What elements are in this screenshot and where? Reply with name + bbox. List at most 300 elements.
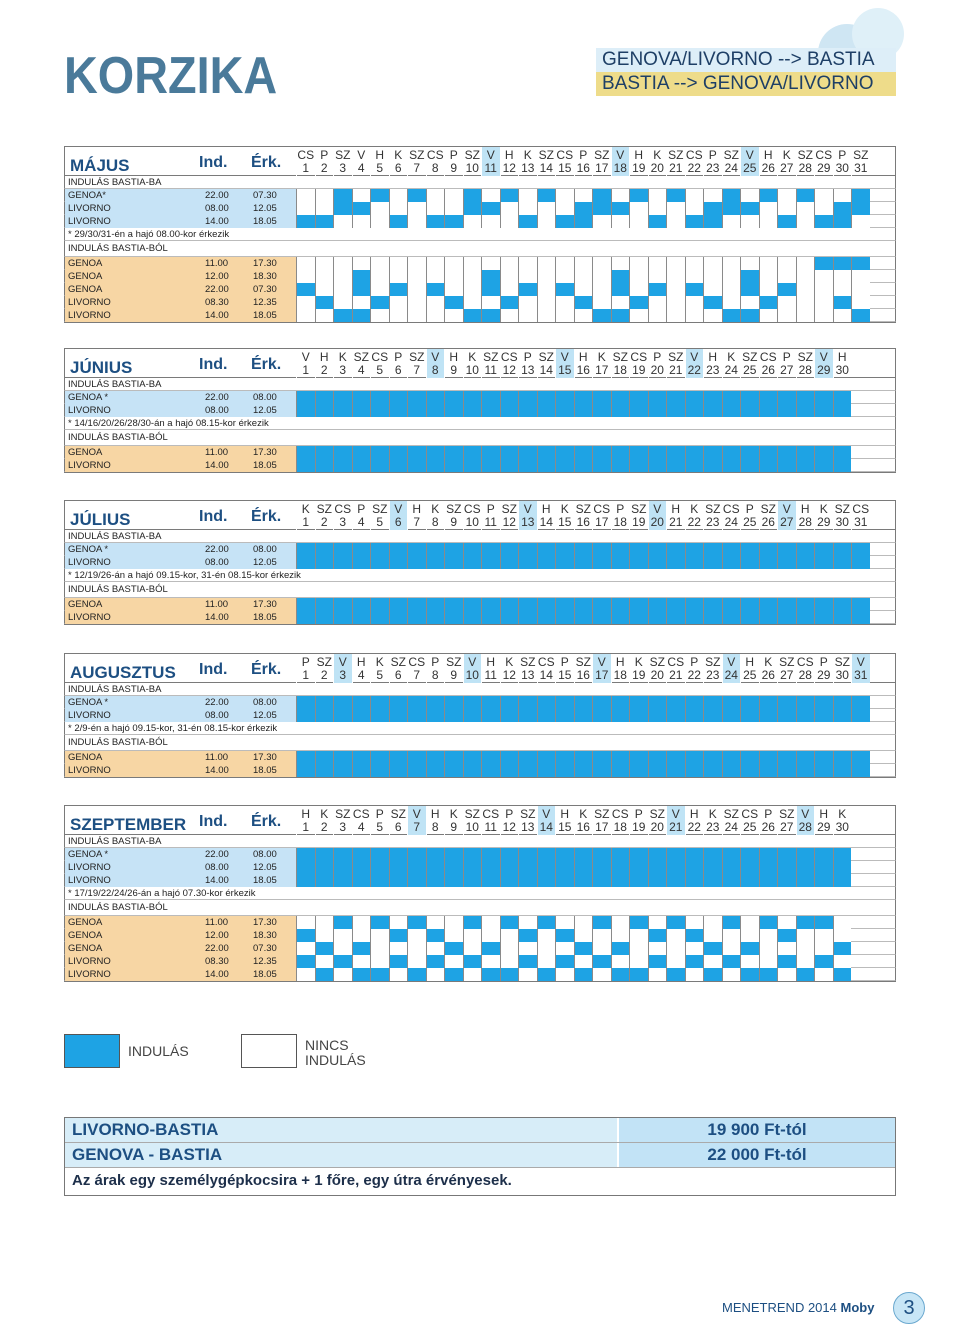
- departure-cell: [333, 916, 352, 929]
- no-departure-cell: [814, 189, 833, 202]
- departure-cell: [370, 459, 389, 472]
- day-letter: CS: [537, 655, 555, 669]
- no-departure-cell: [444, 270, 463, 283]
- day-number: 10: [465, 515, 479, 529]
- day-letter: V: [745, 148, 754, 162]
- departure-cell: [481, 696, 500, 709]
- month-section: [64, 653, 896, 778]
- departure-cell: [555, 751, 574, 764]
- day-number: 23: [706, 363, 720, 377]
- departure-cell: [629, 874, 648, 887]
- no-departure-cell: [352, 296, 371, 309]
- month-name: MÁJUS: [70, 156, 130, 175]
- day-header: [796, 806, 815, 836]
- day-letter: SZ: [538, 350, 554, 364]
- day-letter: P: [357, 502, 366, 516]
- day-letter: CS: [685, 148, 703, 162]
- day-letter: SZ: [409, 148, 425, 162]
- day-header: [463, 147, 482, 177]
- day-letter: CS: [796, 655, 814, 669]
- day-letter: SZ: [501, 502, 517, 516]
- departure-cell: [574, 598, 593, 611]
- day-header: [666, 147, 685, 177]
- departure-cell: [759, 848, 778, 861]
- schedule-row: [64, 696, 896, 709]
- day-letter: SZ: [797, 148, 813, 162]
- day-number: 27: [780, 161, 794, 175]
- departure-cell: [333, 874, 352, 887]
- day-letter: V: [671, 807, 680, 821]
- day-header: [296, 654, 315, 684]
- departure-column-label: Ind.: [199, 154, 228, 171]
- departure-cell: [666, 598, 685, 611]
- departure-cell: [389, 764, 408, 777]
- day-letter: SZ: [797, 350, 813, 364]
- day-number: 9: [450, 161, 458, 175]
- departure-cell: [500, 404, 519, 417]
- departure-cell: [666, 611, 685, 624]
- day-number: 20: [650, 363, 664, 377]
- no-departure-cell: [685, 942, 704, 955]
- no-departure-cell: [722, 283, 741, 296]
- day-letter: P: [560, 655, 569, 669]
- no-departure-cell: [296, 270, 315, 283]
- day-letter: CS: [593, 502, 611, 516]
- departure-cell: [352, 764, 371, 777]
- departure-cell: [611, 598, 630, 611]
- no-departure-cell: [407, 270, 426, 283]
- footer-text: MENETREND 2014: [722, 1300, 837, 1315]
- schedule-row: [64, 598, 896, 611]
- departure-cell: [814, 598, 833, 611]
- schedule-row: [64, 296, 896, 309]
- departure-cell: [463, 404, 482, 417]
- no-departure-cell: [629, 283, 648, 296]
- no-departure-cell: [333, 270, 352, 283]
- no-departure-cell: [352, 215, 371, 228]
- row-arrival-time: 18.05: [253, 310, 277, 321]
- departure-cell: [426, 848, 445, 861]
- departure-cell: [629, 446, 648, 459]
- row-departure-time: 11.00: [205, 917, 229, 928]
- day-number: 1: [302, 363, 310, 377]
- departure-cell: [833, 696, 852, 709]
- day-letter: P: [394, 350, 403, 364]
- no-departure-cell: [555, 270, 574, 283]
- departure-cell: [629, 404, 648, 417]
- row-destination: GENOA: [68, 447, 103, 458]
- departure-cell: [555, 543, 574, 556]
- day-letter: H: [578, 350, 588, 364]
- schedule-row: [64, 874, 896, 887]
- day-letter: SZ: [464, 148, 480, 162]
- day-letter: K: [449, 807, 458, 821]
- day-number: 15: [558, 668, 572, 682]
- day-letter: V: [616, 148, 625, 162]
- departure-cell: [833, 459, 852, 472]
- departure-cell: [481, 543, 500, 556]
- departure-cell: [666, 556, 685, 569]
- no-departure-cell: [389, 202, 408, 215]
- departure-cell: [833, 446, 852, 459]
- day-letter: CS: [482, 807, 500, 821]
- departure-cell: [722, 696, 741, 709]
- day-header: [333, 147, 352, 177]
- departure-cell: [315, 459, 334, 472]
- departure-cell: [722, 709, 741, 722]
- day-letter: CS: [759, 350, 777, 364]
- departure-cell: [500, 916, 519, 929]
- departure-cell: [389, 283, 408, 296]
- row-info: [65, 942, 296, 955]
- no-departure-cell: [740, 955, 759, 968]
- departure-cell: [851, 696, 870, 709]
- departure-cell: [518, 709, 537, 722]
- departure-cell: [296, 929, 315, 942]
- departure-cell: [352, 861, 371, 874]
- no-departure-cell: [426, 257, 445, 270]
- no-departure-cell: [407, 955, 426, 968]
- no-departure-cell: [518, 968, 537, 981]
- departure-cell: [500, 709, 519, 722]
- departure-cell: [722, 598, 741, 611]
- day-letter: P: [764, 807, 773, 821]
- day-header: [407, 806, 426, 836]
- departure-cell: [833, 202, 852, 215]
- legend-label-no: NINCS: [305, 1037, 349, 1053]
- no-departure-cell: [648, 202, 667, 215]
- day-number: 11: [484, 363, 497, 377]
- day-number: 1: [302, 820, 310, 834]
- departure-cell: [759, 404, 778, 417]
- departure-cell: [740, 709, 759, 722]
- day-number: 8: [431, 161, 439, 175]
- departure-cell: [722, 556, 741, 569]
- departure-cell: [777, 874, 796, 887]
- schedule-row: [64, 257, 896, 270]
- day-number: 31: [854, 515, 868, 529]
- no-departure-cell: [814, 283, 833, 296]
- day-header: [537, 654, 556, 684]
- departure-cell: [722, 202, 741, 215]
- no-departure-cell: [740, 929, 759, 942]
- legend-label-departure-2: INDULÁS: [305, 1052, 366, 1068]
- price-value: 22 000 Ft-tól: [619, 1143, 895, 1167]
- day-header: [296, 147, 315, 177]
- day-header: [611, 501, 630, 531]
- day-letter: P: [819, 655, 828, 669]
- departure-cell: [629, 611, 648, 624]
- no-departure-cell: [611, 189, 630, 202]
- day-letter: H: [449, 350, 459, 364]
- day-header: [426, 349, 445, 379]
- price-row: [65, 1143, 895, 1168]
- no-departure-cell: [574, 189, 593, 202]
- departure-cell: [611, 270, 630, 283]
- departure-cell: [722, 446, 741, 459]
- day-letter: SZ: [353, 350, 369, 364]
- departure-cell: [555, 764, 574, 777]
- departure-cell: [574, 874, 593, 887]
- row-destination: LIVORNO: [68, 557, 111, 568]
- no-departure-cell: [444, 955, 463, 968]
- departure-cell: [814, 874, 833, 887]
- schedule-row: [64, 611, 896, 624]
- day-number: 27: [780, 820, 794, 834]
- departure-cell: [648, 929, 667, 942]
- row-arrival-time: 12.05: [253, 557, 277, 568]
- no-departure-cell: [703, 916, 722, 929]
- row-destination: LIVORNO: [68, 765, 111, 776]
- no-departure-cell: [796, 929, 815, 942]
- departure-cell: [296, 611, 315, 624]
- departure-cell: [851, 709, 870, 722]
- departure-cell: [444, 598, 463, 611]
- day-letter: CS: [352, 807, 370, 821]
- departure-cell: [666, 968, 685, 981]
- day-header: [648, 806, 667, 836]
- day-letter: P: [505, 807, 514, 821]
- no-departure-cell: [703, 955, 722, 968]
- departure-cell: [703, 696, 722, 709]
- day-letter: SZ: [316, 655, 332, 669]
- no-departure-cell: [740, 296, 759, 309]
- departure-cell: [463, 955, 482, 968]
- no-departure-cell: [352, 916, 371, 929]
- day-header: [389, 501, 408, 531]
- departure-cell: [481, 611, 500, 624]
- no-departure-cell: [296, 916, 315, 929]
- no-departure-cell: [537, 283, 556, 296]
- departure-cell: [722, 751, 741, 764]
- no-departure-cell: [537, 215, 556, 228]
- row-departure-time: 22.00: [205, 392, 229, 403]
- month-section: [64, 805, 896, 982]
- day-letter: H: [412, 502, 422, 516]
- no-departure-cell: [407, 929, 426, 942]
- departure-cell: [333, 696, 352, 709]
- no-departure-cell: [685, 309, 704, 322]
- row-info: [65, 861, 296, 874]
- departure-cell: [500, 848, 519, 861]
- no-departure-cell: [315, 270, 334, 283]
- departure-cell: [629, 391, 648, 404]
- no-departure-cell: [518, 309, 537, 322]
- departure-cell: [666, 459, 685, 472]
- arrival-column-label: Érk.: [251, 661, 282, 678]
- no-departure-cell: [537, 929, 556, 942]
- departure-cell: [740, 543, 759, 556]
- departure-cell: [296, 391, 315, 404]
- arrival-note: * 29/30/31-én a hajó 08.00-kor érkezik: [64, 228, 896, 241]
- no-departure-cell: [315, 202, 334, 215]
- day-number: 28: [798, 820, 812, 834]
- no-departure-cell: [574, 257, 593, 270]
- day-number: 14: [539, 363, 553, 377]
- day-letter: SZ: [335, 807, 351, 821]
- departure-cell: [759, 696, 778, 709]
- departure-cell: [796, 391, 815, 404]
- row-arrival-time: 17.30: [253, 917, 277, 928]
- day-header: [296, 349, 315, 379]
- departure-cell: [574, 202, 593, 215]
- no-departure-cell: [426, 202, 445, 215]
- departure-cell: [703, 543, 722, 556]
- no-departure-cell: [777, 189, 796, 202]
- departure-cell: [518, 215, 537, 228]
- departure-cell: [648, 751, 667, 764]
- departure-cell: [592, 874, 611, 887]
- departure-cell: [666, 696, 685, 709]
- day-header: [296, 501, 315, 531]
- departure-cell: [759, 543, 778, 556]
- day-letter: SZ: [705, 502, 721, 516]
- departure-cell: [611, 751, 630, 764]
- no-departure-cell: [703, 270, 722, 283]
- no-departure-cell: [537, 296, 556, 309]
- day-number: 15: [558, 363, 572, 377]
- row-destination: LIVORNO: [68, 203, 111, 214]
- departure-cell: [315, 611, 334, 624]
- day-number: 18: [613, 668, 627, 682]
- no-departure-cell: [444, 283, 463, 296]
- day-header: [685, 349, 704, 379]
- departure-cell: [611, 874, 630, 887]
- day-letter: K: [764, 655, 773, 669]
- departure-cell: [518, 598, 537, 611]
- departure-cell: [296, 556, 315, 569]
- day-letter: H: [745, 655, 755, 669]
- row-info: [65, 309, 296, 322]
- no-departure-cell: [555, 942, 574, 955]
- no-departure-cell: [315, 929, 334, 942]
- day-letter: K: [431, 502, 440, 516]
- departure-cell: [426, 696, 445, 709]
- row-destination: LIVORNO: [68, 875, 111, 886]
- day-number: 25: [743, 820, 757, 834]
- day-number: 8: [431, 820, 439, 834]
- day-number: 21: [669, 515, 683, 529]
- departure-cell: [407, 916, 426, 929]
- day-header: [648, 501, 667, 531]
- schedule-row: [64, 861, 896, 874]
- no-departure-cell: [481, 955, 500, 968]
- row-arrival-time: 17.30: [253, 258, 277, 269]
- row-destination: GENOA: [68, 943, 103, 954]
- schedule-row: [64, 709, 896, 722]
- departure-cell: [370, 874, 389, 887]
- day-header: [685, 806, 704, 836]
- no-departure-cell: [629, 270, 648, 283]
- day-letter: SZ: [538, 148, 554, 162]
- no-departure-cell: [407, 202, 426, 215]
- day-letter: H: [800, 502, 810, 516]
- day-number: 27: [780, 363, 794, 377]
- no-departure-cell: [703, 929, 722, 942]
- day-header: [759, 654, 778, 684]
- departure-cell: [296, 848, 315, 861]
- schedule-row: [64, 543, 896, 556]
- day-letter: SZ: [649, 807, 665, 821]
- month-name: JÚLIUS: [70, 510, 131, 529]
- departure-cell: [333, 709, 352, 722]
- departure-cell: [370, 296, 389, 309]
- departure-cell: [777, 764, 796, 777]
- departure-cell: [333, 861, 352, 874]
- departure-cell: [555, 874, 574, 887]
- departure-cell: [426, 459, 445, 472]
- row-destination: GENOA: [68, 752, 103, 763]
- day-letter: SZ: [668, 148, 684, 162]
- day-header: [537, 349, 556, 379]
- day-letter: V: [690, 350, 699, 364]
- day-header: [777, 654, 796, 684]
- day-letter: SZ: [723, 148, 739, 162]
- departure-cell: [685, 404, 704, 417]
- departure-cell: [740, 598, 759, 611]
- departure-cell: [555, 446, 574, 459]
- departure-cell: [370, 391, 389, 404]
- departure-cell: [777, 696, 796, 709]
- departure-cell: [759, 391, 778, 404]
- no-departure-cell: [481, 257, 500, 270]
- day-header: [592, 349, 611, 379]
- departure-cell: [629, 709, 648, 722]
- no-departure-cell: [685, 189, 704, 202]
- no-departure-cell: [722, 257, 741, 270]
- departure-cell: [333, 543, 352, 556]
- departure-cell: [555, 611, 574, 624]
- departure-cell: [500, 968, 519, 981]
- no-departure-cell: [296, 202, 315, 215]
- departure-cell: [444, 459, 463, 472]
- schedule-row: [64, 955, 896, 968]
- departure-cell: [296, 764, 315, 777]
- departure-cell: [759, 296, 778, 309]
- row-arrival-time: 18.05: [253, 875, 277, 886]
- day-letter: K: [523, 148, 532, 162]
- departure-cell: [537, 543, 556, 556]
- row-departure-time: 08.30: [205, 297, 229, 308]
- no-departure-cell: [333, 929, 352, 942]
- day-header: [500, 806, 519, 836]
- no-departure-cell: [518, 257, 537, 270]
- no-departure-cell: [389, 942, 408, 955]
- row-departure-time: 22.00: [205, 697, 229, 708]
- row-departure-time: 22.00: [205, 544, 229, 555]
- day-number: 4: [357, 820, 365, 834]
- departure-cell: [796, 543, 815, 556]
- day-number: 9: [450, 363, 458, 377]
- departure-cell: [648, 459, 667, 472]
- day-number: 31: [854, 161, 868, 175]
- departure-cell: [481, 309, 500, 322]
- day-number: 22: [687, 668, 701, 682]
- row-info: [65, 391, 296, 404]
- schedule-row: [64, 764, 896, 777]
- departure-cell: [833, 764, 852, 777]
- row-info: [65, 189, 296, 202]
- no-departure-cell: [703, 309, 722, 322]
- day-header: [759, 806, 778, 836]
- departure-cell: [537, 611, 556, 624]
- departure-cell: [796, 556, 815, 569]
- departure-cell: [315, 446, 334, 459]
- departure-cell: [685, 929, 704, 942]
- no-departure-cell: [796, 942, 815, 955]
- day-header: [315, 501, 334, 531]
- departure-cell: [592, 404, 611, 417]
